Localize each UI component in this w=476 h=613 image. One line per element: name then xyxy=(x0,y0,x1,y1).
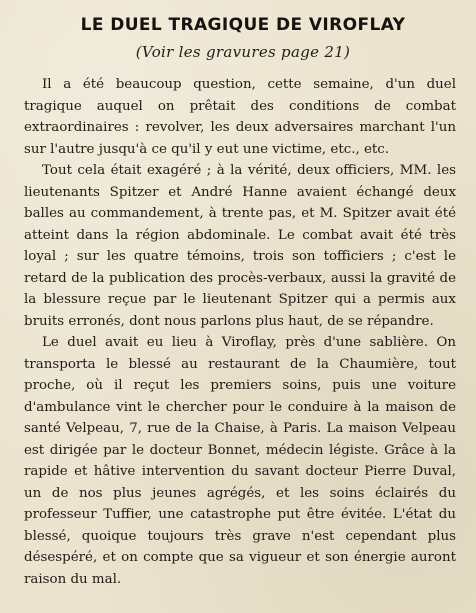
article-paragraph-1: Il a été beaucoup question, cette semaine, d'un duel tragique auquel on prêtait des conditions de combat extraordinaires : revolver, les deux adversaires marchant l'un sur l'autre jusqu'à ce qu'il y eut une victime, etc., etc. xyxy=(24,77,456,157)
article-body xyxy=(24,74,456,590)
article-paragraph-3: Le duel avait eu lieu à Viroflay, près d'une sablière. On transporta le blessé au restaurant de la Chaumière, tout proche, où il reçut les premiers soins, puis une voiture d'ambulance vint le chercher pour le conduire à la maison de santé Velpeau, 7, rue de la Chaise, à Paris. La maison Velpeau est dirigée par le docteur Bonnet, médecin légiste. Grâce à la rapide et hâtive intervention du savant docteur Pierre Duval, un de nos plus jeunes agrégés, et les soins éclairés du professeur Tuffier, une catastrophe put être évitée. L'état du blessé, quoique toujours très grave n'est cependant plus désespéré, et on compte que sa vigueur et son énergie auront raison du mal. xyxy=(24,335,456,587)
article-paragraph-2: Tout cela était exagéré ; à la vérité, deux officiers, MM. les lieutenants Spitzer et André Hanne avaient échangé deux balles au commandement, à trente pas, et M. Spitzer avait été atteint dans la région abdominale. Le combat avait été très loyal ; sur les quatre témoins, trois son tofficiers ; c'est le retard de la publication des procès-verbaux, aussi la gravité de la blessure reçue par le lieutenant Spitzer qui a permis aux bruits erronés, dont nous parlons plus haut, de se répandre. xyxy=(24,163,456,329)
article-subtitle: (Voir les gravures page 21) xyxy=(135,43,351,61)
article-title: LE DUEL TRAGIQUE DE VIROFLAY xyxy=(80,15,406,35)
